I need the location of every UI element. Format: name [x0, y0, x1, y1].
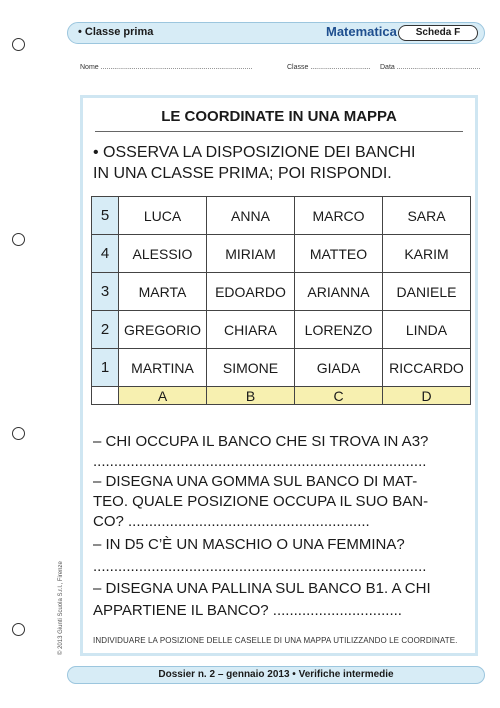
copyright-notice: © 2013 Giunti Scuola S.r.l., Firenze — [58, 561, 64, 655]
grid-cell-b5: ANNA — [207, 197, 295, 235]
title-divider — [95, 131, 463, 132]
grid-cell-c2: LORENZO — [295, 311, 383, 349]
grid-cell-b2: CHIARA — [207, 311, 295, 349]
grid-row-1 — [92, 349, 471, 387]
grid-corner — [92, 387, 119, 405]
binder-hole-2 — [12, 233, 25, 246]
seating-map — [91, 196, 471, 405]
grid-cell-b4: MIRIAM — [207, 235, 295, 273]
answer-line-1[interactable]: ................................................................................ — [93, 453, 427, 470]
question-4-line-2[interactable]: APPARTIENE IL BANCO? ............................... — [93, 602, 402, 619]
row-number: 3 — [92, 273, 119, 311]
question-2-line-1: – DISEGNA UNA GOMMA SUL BANCO DI MAT- — [93, 473, 418, 490]
grid-column-labels — [92, 387, 471, 405]
grid-cell-d5: SARA — [383, 197, 471, 235]
grid-cell-d3: DANIELE — [383, 273, 471, 311]
binder-hole-4 — [12, 623, 25, 636]
grid-cell-b3: EDOARDO — [207, 273, 295, 311]
subject-label: Matematica — [326, 24, 397, 39]
name-field: Nome .............................................................................. — [80, 64, 253, 71]
grid-cell-a4: ALESSIO — [119, 235, 207, 273]
row-number: 5 — [92, 197, 119, 235]
instruction-line-1: • OSSERVA LA DISPOSIZIONE DEI BANCHI — [93, 144, 416, 161]
instruction — [93, 142, 473, 184]
instruction-line-2: IN UNA CLASSE PRIMA; POI RISPONDI. — [93, 165, 392, 182]
grid-cell-d4: KARIM — [383, 235, 471, 273]
footer-bar: Dossier n. 2 – gennaio 2013 • Verifiche intermedie — [67, 666, 485, 684]
grid-cell-a5: LUCA — [119, 197, 207, 235]
column-label: A — [119, 387, 207, 405]
question-4-line-1: – DISEGNA UNA PALLINA SUL BANCO B1. A CHI — [93, 580, 431, 597]
grid-cell-c3: ARIANNA — [295, 273, 383, 311]
learning-objective: INDIVIDUARE LA POSIZIONE DELLE CASELLE DI UNA MAPPA UTILIZZANDO LE COORDINATE. — [93, 636, 458, 645]
scheda-badge: Scheda F — [398, 25, 478, 41]
grid-row-2 — [92, 311, 471, 349]
exercise-box — [80, 95, 478, 656]
question-2-line-3[interactable]: CO? .......................................................... — [93, 513, 370, 530]
column-label: D — [383, 387, 471, 405]
date-field: Data ........................................... — [380, 64, 481, 71]
grid-cell-a2: GREGORIO — [119, 311, 207, 349]
grid-cell-c1: GIADA — [295, 349, 383, 387]
class-field: Classe ............................... — [287, 64, 371, 71]
grid-row-4 — [92, 235, 471, 273]
page-title: LE COORDINATE IN UNA MAPPA — [161, 108, 397, 125]
row-number: 1 — [92, 349, 119, 387]
header-bar — [67, 22, 485, 44]
grid-cell-c5: MARCO — [295, 197, 383, 235]
grid-cell-d2: LINDA — [383, 311, 471, 349]
column-label: B — [207, 387, 295, 405]
grid-cell-d1: RICCARDO — [383, 349, 471, 387]
grid-cell-c4: MATTEO — [295, 235, 383, 273]
class-label: • Classe prima — [78, 26, 154, 38]
grid-row-5 — [92, 197, 471, 235]
grid-row-3 — [92, 273, 471, 311]
question-2-line-2: TEO. QUALE POSIZIONE OCCUPA IL SUO BAN- — [93, 493, 429, 510]
question-3: – IN D5 C’È UN MASCHIO O UNA FEMMINA? — [93, 536, 405, 553]
row-number: 2 — [92, 311, 119, 349]
binder-hole-3 — [12, 427, 25, 440]
answer-line-3[interactable]: ................................................................................ — [93, 558, 427, 575]
grid-cell-b1: SIMONE — [207, 349, 295, 387]
row-number: 4 — [92, 235, 119, 273]
question-1: – CHI OCCUPA IL BANCO CHE SI TROVA IN A3? — [93, 433, 429, 450]
grid-cell-a1: MARTINA — [119, 349, 207, 387]
binder-hole-1 — [12, 38, 25, 51]
grid-cell-a3: MARTA — [119, 273, 207, 311]
column-label: C — [295, 387, 383, 405]
